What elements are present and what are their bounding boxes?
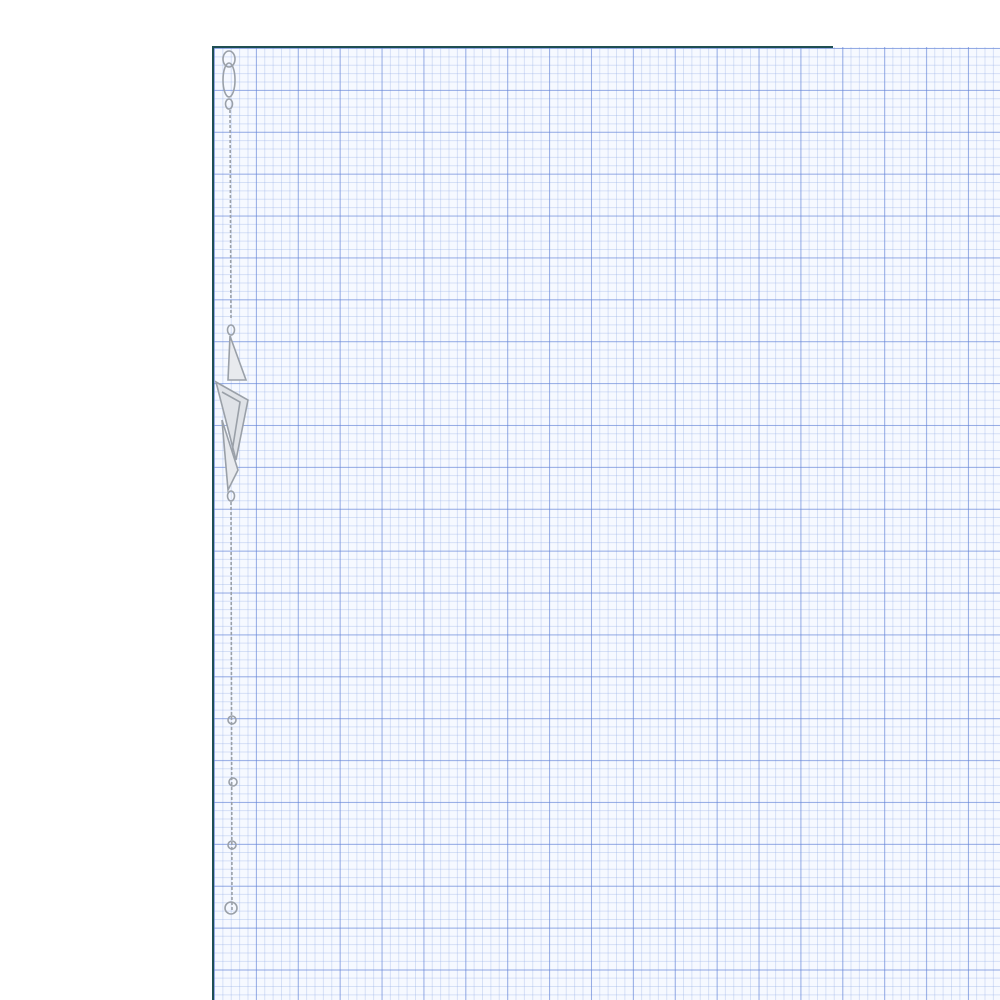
chain-upper [230, 110, 231, 320]
jump-ring-lower [228, 491, 235, 501]
jump-ring-upper [228, 325, 235, 335]
pendant-upper-triangle [228, 336, 246, 380]
clasp-ring-small [226, 99, 233, 109]
end-ring [225, 902, 237, 914]
lobster-clasp [223, 63, 235, 97]
clasp-ring [223, 51, 235, 67]
extension-ring-2 [229, 778, 237, 786]
